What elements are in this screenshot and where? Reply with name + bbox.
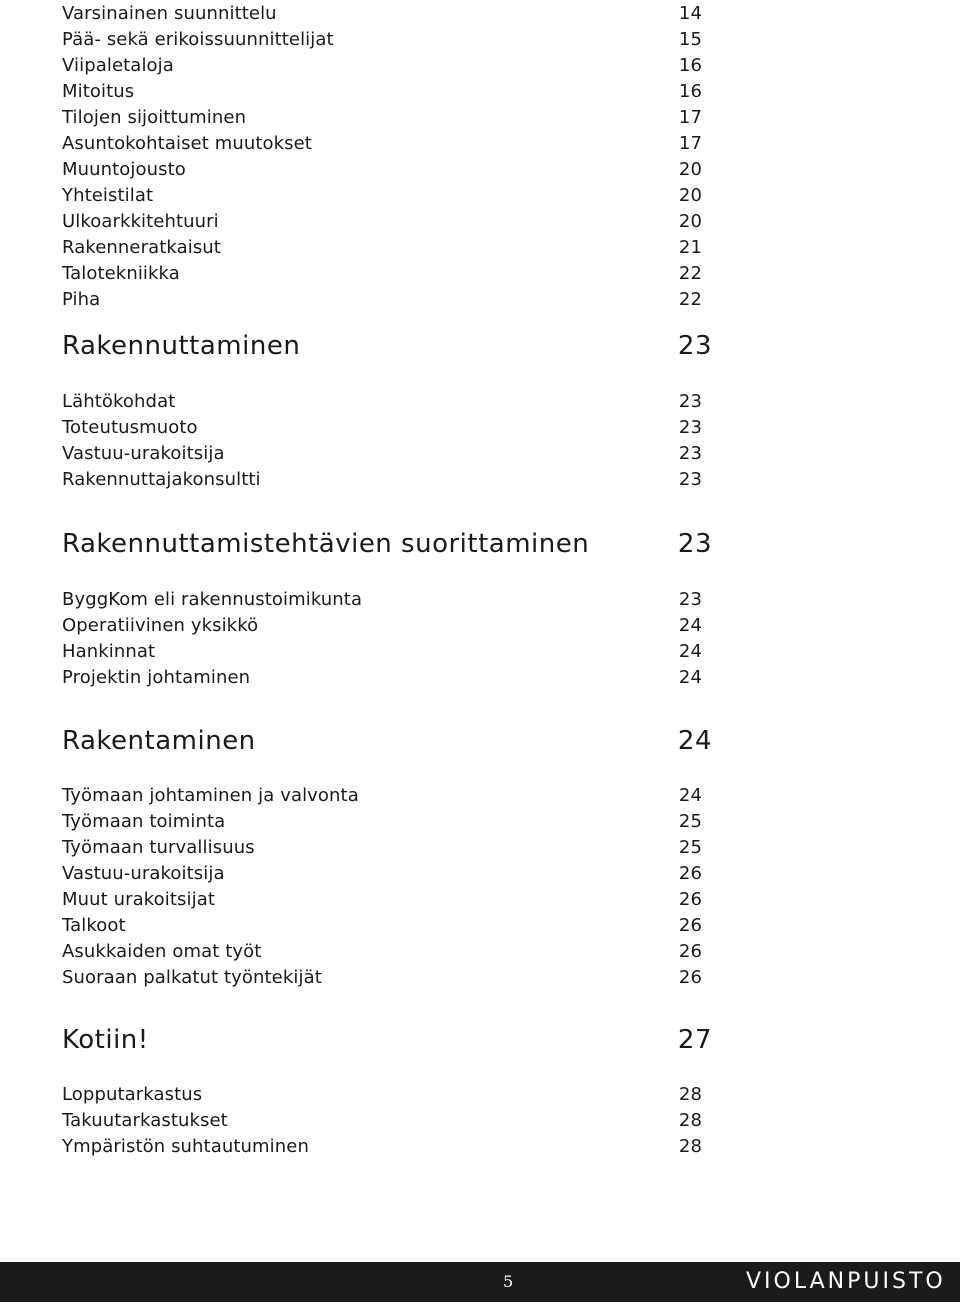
toc-entry (62, 104, 712, 130)
toc-entry (62, 388, 712, 414)
toc-entry (62, 234, 712, 260)
toc-title: Ulkoarkkitehtuuri (62, 210, 219, 232)
toc-title: Vastuu-urakoitsija (62, 862, 225, 884)
toc-entry (62, 886, 712, 912)
toc-page-number: 23 (678, 416, 702, 438)
toc-page-number: 22 (678, 262, 702, 284)
toc-heading (62, 723, 712, 759)
toc-entry (62, 664, 712, 690)
toc-title: Pää- sekä erikoissuunnittelijat (62, 28, 334, 50)
toc-page-number: 20 (678, 210, 702, 232)
toc-page-number: 28 (678, 1083, 702, 1105)
toc-title: Rakennuttaminen (62, 331, 301, 361)
toc-title: Suoraan palkatut työntekijät (62, 966, 322, 988)
toc-title: Vastuu-urakoitsija (62, 442, 225, 464)
toc-page-number: 17 (678, 106, 702, 128)
toc-page-number: 21 (678, 236, 702, 258)
toc-entry (62, 26, 712, 52)
toc-heading (62, 526, 712, 562)
toc-page-number: 26 (678, 966, 702, 988)
toc-title: Asuntokohtaiset muutokset (62, 132, 312, 154)
toc-title: Viipaletaloja (62, 54, 174, 76)
toc-entry (62, 586, 712, 612)
toc-title: Työmaan toiminta (62, 810, 226, 832)
toc-page-number: 14 (678, 2, 702, 24)
toc-page-number: 16 (678, 54, 702, 76)
toc-entry (62, 782, 712, 808)
toc-page-number: 26 (678, 940, 702, 962)
toc-entry (62, 156, 712, 182)
toc-page-number: 24 (678, 640, 702, 662)
toc-entry (62, 208, 712, 234)
toc-page-number: 26 (678, 862, 702, 884)
toc-title: Rakentaminen (62, 726, 256, 756)
toc-title: Mitoitus (62, 80, 135, 102)
toc-title: Rakenneratkaisut (62, 236, 221, 258)
toc-title: Talotekniikka (62, 262, 180, 284)
toc-page-number: 24 (678, 784, 702, 806)
toc-page-number: 25 (678, 810, 702, 832)
toc-title: Muut urakoitsijat (62, 888, 215, 910)
toc-title: Tilojen sijoittuminen (62, 106, 247, 128)
toc-page-number: 23 (678, 588, 702, 610)
toc-title: Lähtökohdat (62, 390, 176, 412)
toc-entry (62, 286, 712, 312)
toc-entry (62, 52, 712, 78)
toc-title: Työmaan johtaminen ja valvonta (62, 784, 359, 806)
toc-entry (62, 1081, 712, 1107)
footer-brand-logo: VIOLANPUISTO (746, 1269, 946, 1294)
toc-page-number: 23 (677, 529, 712, 559)
toc-title: Varsinainen suunnittelu (62, 2, 277, 24)
toc-title: Asukkaiden omat työt (62, 940, 262, 962)
toc-page-number: 16 (678, 80, 702, 102)
toc-entry (62, 612, 712, 638)
footer-page-number: 5 (503, 1272, 514, 1291)
toc-page-number: 15 (678, 28, 702, 50)
toc-entry (62, 78, 712, 104)
toc-page-number: 28 (678, 1109, 702, 1131)
toc-title: Operatiivinen yksikkö (62, 614, 259, 636)
toc-title: Talkoot (62, 914, 126, 936)
toc-heading (62, 1022, 712, 1058)
toc-entry (62, 964, 712, 990)
toc-page-number: 26 (678, 888, 702, 910)
toc-entry (62, 834, 712, 860)
toc-title: Rakennuttamistehtävien suorittaminen (62, 529, 590, 559)
toc-title: Projektin johtaminen (62, 666, 251, 688)
toc-page-number: 27 (677, 1025, 712, 1055)
toc-title: Muuntojousto (62, 158, 186, 180)
toc-entry (62, 1107, 712, 1133)
toc-title: Toteutusmuoto (62, 416, 198, 438)
toc-entry (62, 182, 712, 208)
toc-entry (62, 938, 712, 964)
toc-entry (62, 440, 712, 466)
toc-entry (62, 860, 712, 886)
toc-entry (62, 912, 712, 938)
toc-title: ByggKom eli rakennustoimikunta (62, 588, 363, 610)
toc-title: Kotiin! (62, 1025, 149, 1055)
toc-title: Yhteistilat (62, 184, 154, 206)
toc-page-number: 20 (678, 184, 702, 206)
toc-page-number: 23 (678, 442, 702, 464)
toc-title: Lopputarkastus (62, 1083, 203, 1105)
toc-entry (62, 638, 712, 664)
toc-entry (62, 260, 712, 286)
toc-page-number: 24 (678, 614, 702, 636)
toc-page-number: 23 (677, 331, 712, 361)
toc-page-number: 28 (678, 1135, 702, 1157)
toc-page-number: 22 (678, 288, 702, 310)
toc-page-number: 23 (678, 390, 702, 412)
toc-entry (62, 0, 712, 26)
toc-page-number: 24 (678, 666, 702, 688)
toc-title: Työmaan turvallisuus (62, 836, 255, 858)
toc-page-number: 25 (678, 836, 702, 858)
toc-entry (62, 414, 712, 440)
toc-entry (62, 466, 712, 492)
toc-page-number: 17 (678, 132, 702, 154)
toc-title: Ympäristön suhtautuminen (62, 1135, 309, 1157)
toc-page-number: 20 (678, 158, 702, 180)
toc-entry (62, 1133, 712, 1159)
toc-heading (62, 328, 712, 364)
toc-page-number: 24 (677, 726, 712, 756)
toc-title: Takuutarkastukset (62, 1109, 228, 1131)
toc-entry (62, 808, 712, 834)
toc-title: Hankinnat (62, 640, 156, 662)
toc-page-number: 26 (678, 914, 702, 936)
toc-page-number: 23 (678, 468, 702, 490)
toc-title: Piha (62, 288, 101, 310)
toc-title: Rakennuttajakonsultti (62, 468, 261, 490)
toc-entry (62, 130, 712, 156)
